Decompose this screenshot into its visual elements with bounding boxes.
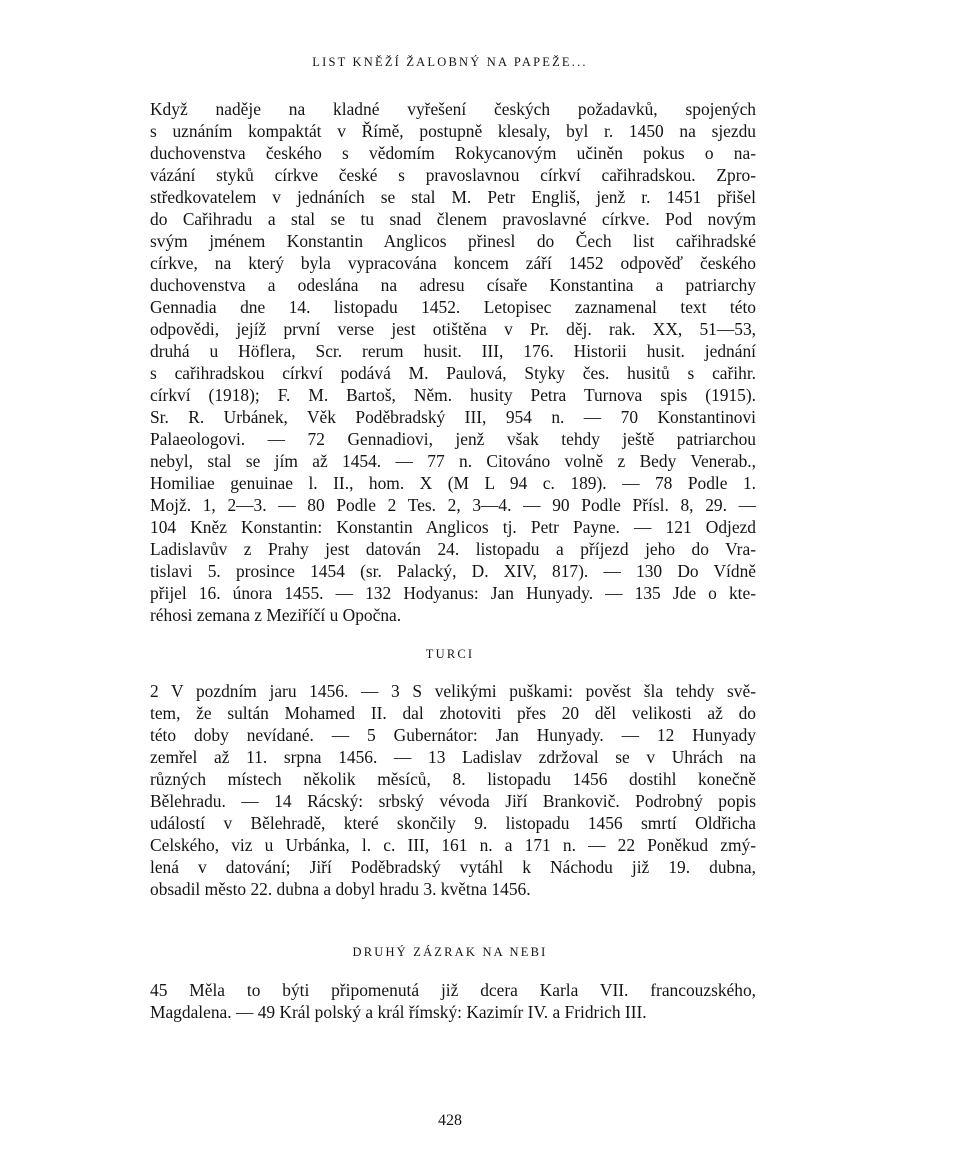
text-line: 2 V pozdním jaru 1456. — 3 S velikými puškami: pověst šla tehdy svě-	[150, 681, 756, 701]
text-line: svým jménem Konstantin Anglicos přinesl do Čech list cařihradské	[150, 231, 756, 251]
text-line: duchovenstva českého s vědomím Rokycanovým učiněn pokus o na-	[150, 143, 756, 163]
text-line: druhá u Höflera, Scr. rerum husit. III, 176. Historii husit. jednání	[150, 341, 756, 361]
text-line: tislavi 5. prosince 1454 (sr. Palacký, D. XIV, 817). — 130 Do Vídně	[150, 561, 756, 581]
text-line: Když naděje na kladné vyřešení českých požadavků, spojených	[150, 99, 756, 119]
text-line: církve, na který byla vypracována koncem září 1452 odpověď českého	[150, 253, 756, 273]
notes-block-intro	[150, 98, 756, 626]
text-line: 45 Měla to býti připomenutá již dcera Karla VII. francouzského,	[150, 980, 756, 1000]
text-line: různých místech několik měsíců, 8. listopadu 1456 dostihl konečně	[150, 769, 756, 789]
notes-block-druhy-zazrak	[150, 979, 756, 1023]
text-line: obsadil město 22. dubna a dobyl hradu 3. května 1456.	[150, 879, 531, 899]
text-line: s cařihradskou církví podává M. Paulová, Styky čes. husitů s cařihr.	[150, 363, 756, 383]
text-line: Magdalena. — 49 Král polský a král římský: Kazimír IV. a Fridrich III.	[150, 1002, 647, 1022]
section-title-druhy-zazrak: DRUHÝ ZÁZRAK NA NEBI	[352, 945, 548, 959]
text-line: událostí v Bělehradě, které skončily 9. listopadu 1456 smrtí Oldřicha	[150, 813, 756, 833]
text-line: lená v datování; Jiří Poděbradský vytáhl k Náchodu již 19. dubna,	[150, 857, 756, 877]
text-line: zemřel až 11. srpna 1456. — 13 Ladislav zdržoval se v Uhrách na	[150, 747, 756, 767]
text-line: církví (1918); F. M. Bartoš, Něm. husity Petra Turnova spis (1915).	[150, 385, 756, 405]
text-line: této doby nevídané. — 5 Gubernátor: Jan Hunyady. — 12 Hunyady	[150, 725, 756, 745]
text-line: Homiliae genuinae l. II., hom. X (M L 94 c. 189). — 78 Podle 1.	[150, 473, 756, 493]
text-line: Celského, viz u Urbánka, l. c. III, 161 n. a 171 n. — 22 Poněkud zmý-	[150, 835, 756, 855]
page-number: 428	[438, 1112, 462, 1129]
text-line: do Cařihradu a stal se tu snad členem pravoslavné církve. Pod novým	[150, 209, 756, 229]
text-line: tem, že sultán Mohamed II. dal zhotoviti přes 20 děl velikosti až do	[150, 703, 756, 723]
section-title-turci: TURCI	[425, 647, 475, 661]
text-line: 104 Kněz Konstantin: Konstantin Anglicos tj. Petr Payne. — 121 Odjezd	[150, 517, 756, 537]
running-head: LIST KNĚŽÍ ŽALOBNÝ NA PAPEŽE...	[312, 55, 588, 69]
text-line: Palaeologovi. — 72 Gennadiovi, jenž však tehdy ještě patriarchou	[150, 429, 756, 449]
text-line: nebyl, stal se jím až 1454. — 77 n. Citováno volně z Bedy Venerab.,	[150, 451, 756, 471]
text-line: réhosi zemana z Meziříčí u Opočna.	[150, 605, 402, 625]
text-line: přijel 16. února 1455. — 132 Hodyanus: Jan Hunyady. — 135 Jde o kte-	[150, 583, 756, 603]
text-line: Gennadia dne 14. listopadu 1452. Letopisec zaznamenal text této	[150, 297, 756, 317]
text-line: Sr. R. Urbánek, Věk Poděbradský III, 954 n. — 70 Konstantinovi	[150, 407, 756, 427]
text-line: odpovědi, jejíž první verse jest otištěna v Pr. děj. rak. XX, 51—53,	[150, 319, 756, 339]
text-line: s uznáním kompaktát v Římě, postupně klesaly, byl r. 1450 na sjezdu	[150, 121, 756, 141]
notes-block-turci	[150, 680, 756, 900]
text-line: duchovenstva a odeslána na adresu císaře Konstantina a patriarchy	[150, 275, 756, 295]
text-line: vázání styků církve české s pravoslavnou církví cařihradskou. Zpro-	[150, 165, 756, 185]
text-line: Mojž. 1, 2—3. — 80 Podle 2 Tes. 2, 3—4. — 90 Podle Přísl. 8, 29. —	[150, 495, 756, 515]
text-line: Ladislavův z Prahy jest datován 24. listopadu a příjezd jeho do Vra-	[150, 539, 756, 559]
text-line: Bělehradu. — 14 Rácský: srbský vévoda Jiří Brankovič. Podrobný popis	[150, 791, 756, 811]
text-line: středkovatelem v jednáních se stal M. Petr Engliš, jenž r. 1451 přišel	[150, 187, 756, 207]
